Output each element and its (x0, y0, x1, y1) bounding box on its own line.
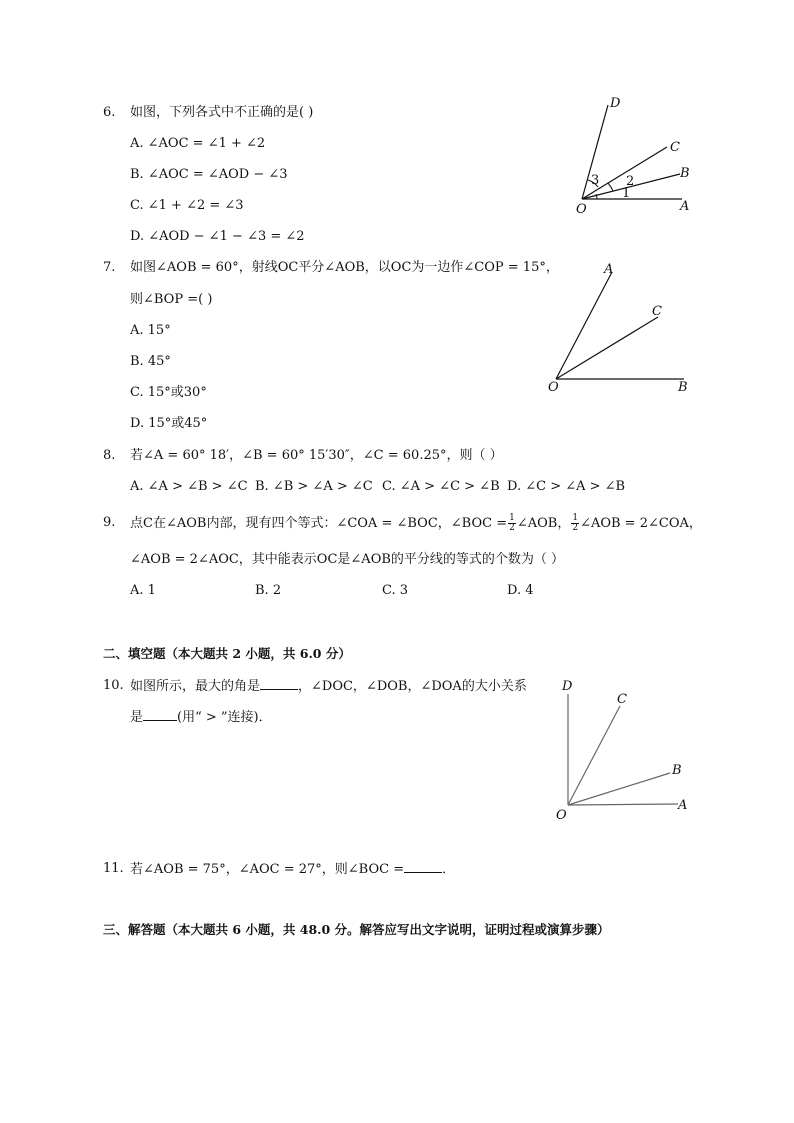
q11-answer-blank[interactable] (404, 860, 442, 873)
q7-option-d: D. 15°或45° (130, 416, 208, 431)
q10-label-o: O (556, 808, 567, 823)
q6-option-a: A. ∠AOC = ∠1 + ∠2 (130, 136, 266, 151)
q6-label-c: C (670, 140, 680, 155)
q9-option-c: C. 3 (382, 583, 409, 598)
q10-label-d: D (562, 679, 573, 694)
q6-option-c: C. ∠1 + ∠2 = ∠3 (130, 198, 244, 213)
q9-stem-part-c: ∠AOB = 2∠COA， (580, 516, 702, 531)
q6-label-2: 2 (626, 174, 635, 189)
q7-label-o: O (548, 380, 559, 395)
q10-line1-part-b: ，∠DOC，∠DOB，∠DOA的大小关系 (298, 679, 527, 694)
q8-option-d: D. ∠C > ∠A > ∠B (507, 479, 626, 494)
q11-stem (130, 860, 455, 879)
q9-option-b: B. 2 (255, 583, 282, 598)
q8-stem: 若∠A = 60° 18′，∠B = 60° 15′30″，∠C = 60.25°，则（ ） (130, 448, 503, 463)
q9-fraction-half-1 (508, 514, 516, 533)
q6-label-a: A (680, 199, 690, 214)
q7-label-c: C (652, 304, 662, 319)
q10-answer-blank-1[interactable] (260, 677, 298, 690)
q10-line2 (130, 708, 272, 727)
q6-label-3: 3 (591, 173, 600, 188)
section-3-heading: 三、解答题（本大题共 6 小题，共 48.0 分。解答应写出文字说明，证明过程或演算步骤） (103, 922, 610, 937)
q7-label-b: B (678, 380, 688, 395)
q9-fraction-half-2 (571, 514, 579, 533)
q10-label-b: B (672, 763, 682, 778)
q6-label-o: O (576, 202, 587, 217)
q8-option-b: B. ∠B > ∠A > ∠C (255, 479, 373, 494)
q11-stem-part-b: ． (442, 862, 456, 877)
q6-label-1: 1 (622, 186, 631, 201)
q7-stem-line2: 则∠BOP =( ) (130, 292, 213, 307)
q10-angle-figure (548, 672, 698, 827)
q11-stem-part-a: 若∠AOB = 75°，∠AOC = 27°，则∠BOC = (130, 862, 405, 877)
section-2-heading: 二、填空题（本大题共 2 小题，共 6.0 分） (103, 646, 351, 661)
q9-stem-part-a: 点C在∠AOB内部，现有四个等式：∠COA = ∠BOC，∠BOC = (130, 516, 508, 531)
q10-label-a: A (678, 798, 688, 813)
q6-option-d: D. ∠AOD − ∠1 − ∠3 = ∠2 (130, 229, 305, 244)
q11-number: 11. (103, 861, 124, 876)
q10-answer-blank-2[interactable] (143, 708, 177, 721)
q7-label-a: A (604, 262, 614, 277)
q9-frac-bottom-2: 2 (572, 523, 579, 533)
q10-line2-part-a: 是 (130, 710, 144, 725)
q10-line1 (130, 677, 527, 696)
q9-stem-line1 (130, 514, 702, 533)
q10-line2-part-b: (用“ > ”连接)． (177, 710, 272, 725)
q9-option-d: D. 4 (507, 583, 534, 598)
q7-number: 7. (103, 260, 116, 275)
q10-number: 10. (103, 678, 124, 693)
q6-label-b: B (680, 166, 690, 181)
q7-option-c: C. 15°或30° (130, 385, 207, 400)
q9-stem-part-b: ∠AOB， (516, 516, 571, 531)
q8-option-a: A. ∠A > ∠B > ∠C (130, 479, 248, 494)
q6-stem: 如图，下列各式中不正确的是( ) (130, 105, 314, 120)
q9-option-a: A. 1 (130, 583, 156, 598)
q7-angle-figure (540, 260, 700, 400)
q10-label-c: C (617, 692, 627, 707)
q10-line1-part-a: 如图所示，最大的角是 (130, 679, 261, 694)
q6-option-b: B. ∠AOC = ∠AOD − ∠3 (130, 167, 288, 182)
q9-stem-line2: ∠AOB = 2∠AOC，其中能表示OC是∠AOB的平分线的等式的个数为（ ） (130, 552, 565, 567)
q6-angle-figure (560, 95, 710, 220)
q9-frac-top-2: 1 (572, 513, 579, 523)
q9-frac-bottom-1: 2 (509, 523, 515, 533)
q7-option-a: A. 15° (130, 323, 171, 338)
q6-label-d: D (610, 96, 621, 111)
q8-option-c: C. ∠A > ∠C > ∠B (382, 479, 500, 494)
q7-stem-line1: 如图∠AOB = 60°，射线OC平分∠AOB，以OC为一边作∠COP = 15°， (130, 260, 559, 275)
q9-number: 9. (103, 515, 116, 530)
q8-number: 8. (103, 448, 116, 463)
q7-option-b: B. 45° (130, 354, 171, 369)
q9-frac-top-1: 1 (509, 513, 515, 523)
q6-number: 6. (103, 105, 116, 120)
